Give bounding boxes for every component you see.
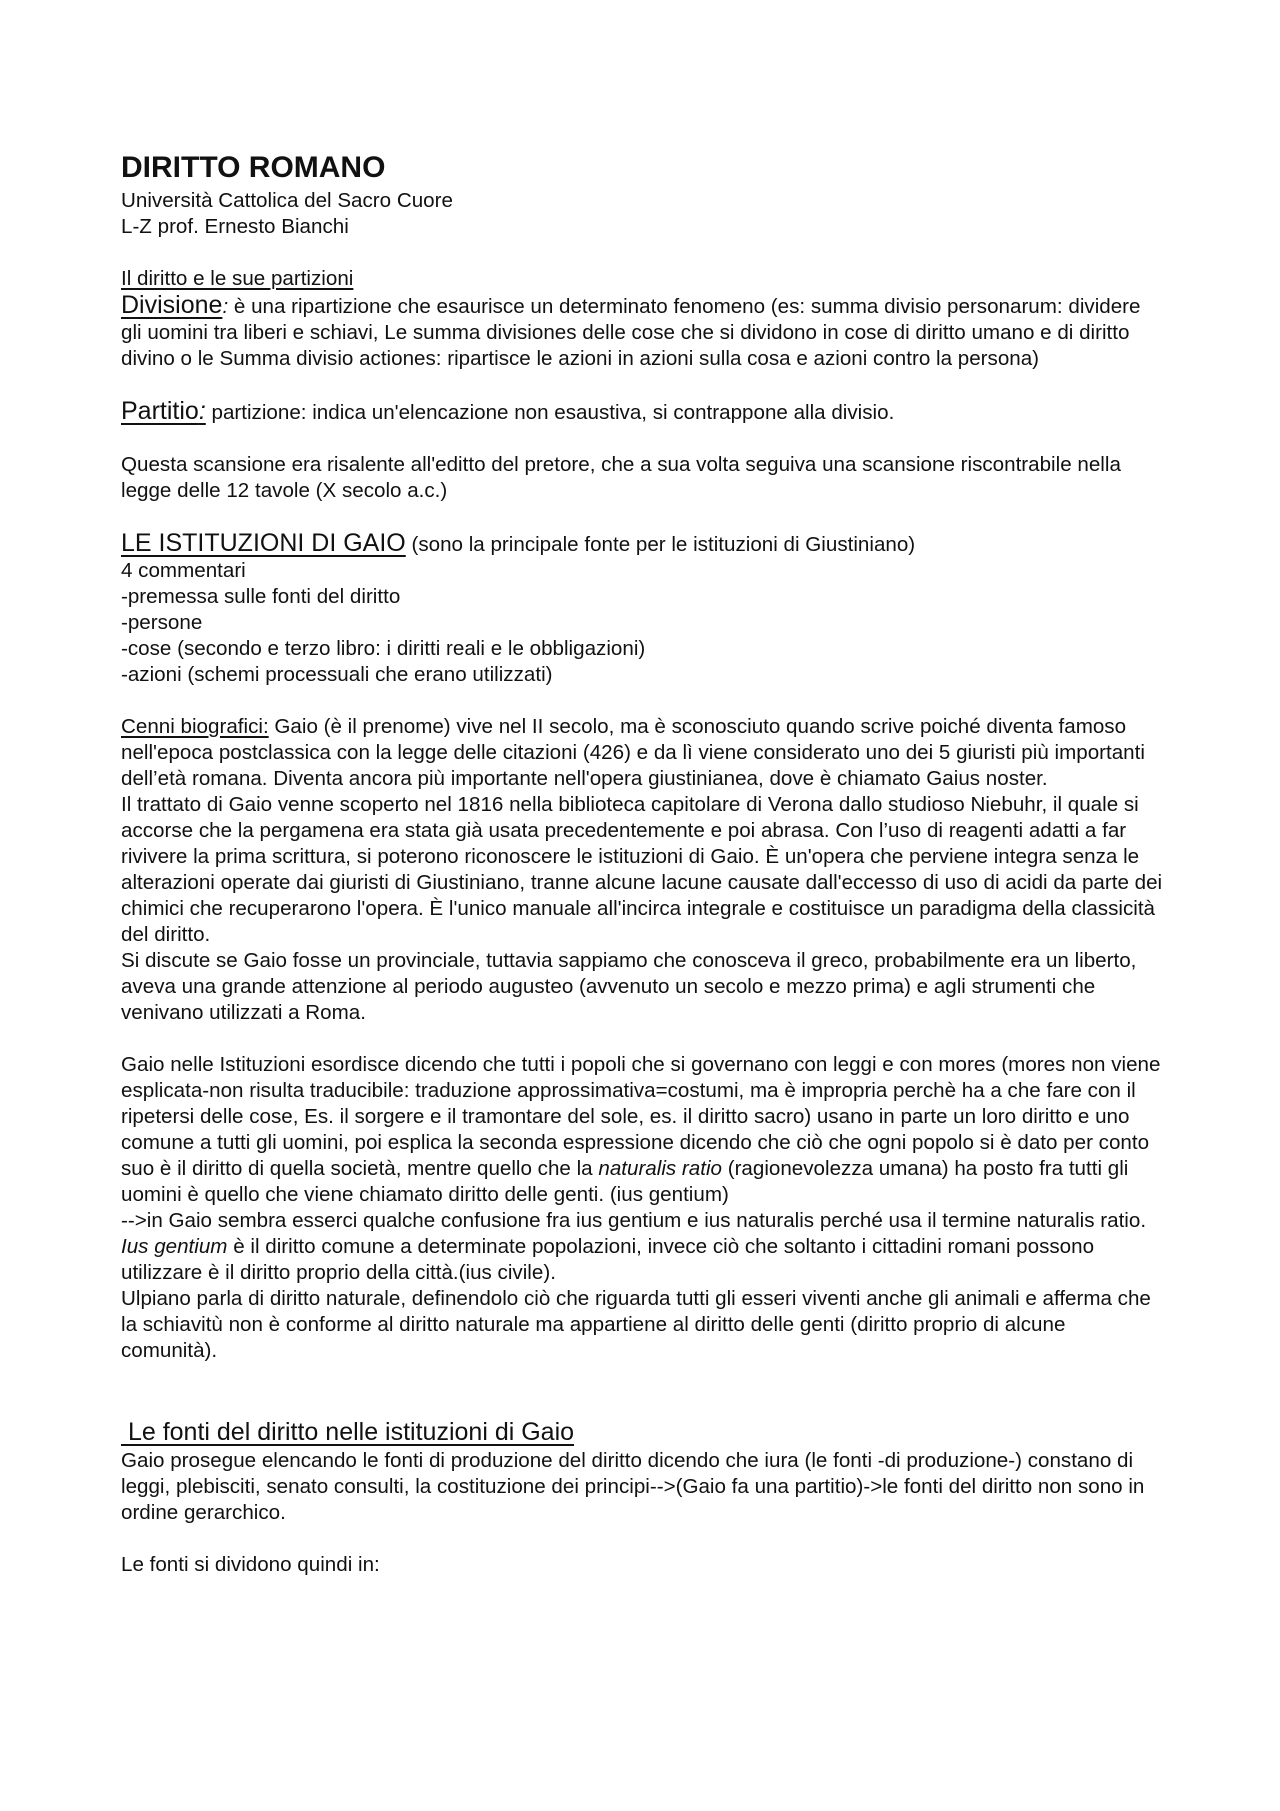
- esordio-text-1: Gaio nelle Istituzioni esordisce dicendo che tutti i popoli che si governano con leggi e con mores (mores non viene esplicata-non risulta traducibile: traduzione approssimativa=costumi, ma è impropria perchè ha a che fare con il ripetersi delle cose, Es. il sorgere e il tramontare del sole, es. il diritto sacro) usano in parte un loro diritto e uno comune a tutti gli uomini, poi esplica la seconda espressione dicendo che ciò che ogni popolo si è dato per conto suo è il diritto di quella società, mentre quello che la: [121, 1053, 1161, 1180]
- spacer: [121, 688, 1166, 714]
- paragraph-istituzioni-heading: [121, 530, 1166, 558]
- document-title: DIRITTO ROMANO: [121, 151, 386, 184]
- spacer: [121, 372, 1166, 398]
- spacer: [121, 1364, 1166, 1416]
- spacer: [121, 426, 1166, 452]
- paragraph-trattato: Il trattato di Gaio venne scoperto nel 1816 nella biblioteca capitolare di Verona dallo studioso Niebuhr, il quale si accorse che la pergamena era stata già usata precedentemente e poi abrasa. Con l’uso di reagenti adatti a far rivivere la prima scrittura, si poterono riconoscere le istituzioni di Gaio. È un'opera che perviene integra senza le alterazioni operate dai giuristi di Giustiniano, tranne alcune lacune causate dall'eccesso di uso di acidi da parte dei chimici che recuperarono l'opera. È l'unico manuale all'incirca integrale e costituisce un paradigma della classicità del diritto.: [121, 793, 1163, 946]
- paragraph-partitio: [121, 398, 1166, 426]
- ius-gentium-term: Ius gentium: [121, 1235, 228, 1258]
- paragraph-fonti: Gaio prosegue elencando le fonti di produzione del diritto dicendo che iura (le fonti -di produzione-) constano di leggi, plebisciti, senato consulti, la costituzione dei principi-->(Gaio fa una partitio)->le fonti del diritto non sono in ordine gerarchico.: [121, 1449, 1145, 1524]
- spacer: [121, 1026, 1166, 1052]
- paragraph-closing: Le fonti si dividono quindi in:: [121, 1553, 380, 1576]
- term-divisione-colon: :: [222, 295, 229, 318]
- paragraph-scansione: Questa scansione era risalente all'editto del pretore, che a sua volta seguiva una scansione riscontrabile nella legge delle 12 tavole (X secolo a.c.): [121, 453, 1121, 502]
- section-heading-partizioni: Il diritto e le sue partizioni: [121, 267, 354, 290]
- paragraph-provinciale: Si discute se Gaio fosse un provinciale, tuttavia sappiamo che conosceva il greco, probabilmente era un liberto, aveva una grande attenzione al periodo augusteo (avvenuto un secolo e mezzo prima) e agli strumenti che venivano utilizzati a Roma.: [121, 949, 1137, 1024]
- commentari-list: [121, 558, 1166, 688]
- divisione-text: è una ripartizione che esaurisce un determinato fenomeno (es: summa divisio personarum: dividere gli uomini tra liberi e schiavi, Le summa divisiones delle cose che si dividono in cose di diritto umano e di diritto divino o le Summa divisio actiones: ripartisce le azioni in azioni sulla cosa e azioni contro la persona): [121, 295, 1141, 370]
- paragraph-esordio: [121, 1052, 1166, 1208]
- list-item: 4 commentari: [121, 559, 246, 582]
- list-item: -azioni (schemi processuali che erano utilizzati): [121, 663, 553, 686]
- paragraph-divisione: [121, 292, 1166, 372]
- list-item: -premessa sulle fonti del diritto: [121, 585, 401, 608]
- spacer: [121, 504, 1166, 530]
- term-partitio-colon: :: [198, 397, 206, 425]
- course-info: L-Z prof. Ernesto Bianchi: [121, 215, 349, 238]
- list-item: -persone: [121, 611, 203, 634]
- term-divisione: Divisione: [121, 291, 223, 319]
- document-page: [121, 148, 1166, 1578]
- term-partitio: [121, 397, 206, 425]
- paragraph-cenni: [121, 714, 1166, 792]
- cenni-text: Gaio (è il prenome) vive nel II secolo, ma è sconosciuto quando scrive poiché diventa famoso nell'epoca postclassica con la legge delle citazioni (426) e da lì viene considerato uno dei 5 giuristi più importanti dell’età romana. Diventa ancora più importante nell'opera giustinianea, dove è chiamato Gaius noster.: [121, 715, 1145, 790]
- esordio-text-2: (ragionevolezza umana) ha posto fra tutti gli uomini è quello che viene chiamato diritto delle genti. (ius gentium): [121, 1157, 1129, 1206]
- university-name: Università Cattolica del Sacro Cuore: [121, 189, 453, 212]
- section-heading-istituzioni: LE ISTITUZIONI DI GAIO: [121, 529, 406, 557]
- spacer: [121, 240, 1166, 266]
- list-item: -cose (secondo e terzo libro: i diritti reali e le obbligazioni): [121, 637, 646, 660]
- paragraph-ulpiano: Ulpiano parla di diritto naturale, definendolo ciò che riguarda tutti gli esseri viventi anche gli animali e afferma che la schiavitù non è conforme al diritto naturale ma appartiene al diritto delle genti (diritto proprio di alcune comunità).: [121, 1287, 1151, 1362]
- partitio-text: partizione: indica un'elencazione non esaustiva, si contrappone alla divisio.: [205, 401, 895, 424]
- spacer: [121, 1526, 1166, 1552]
- term-partitio-word: Partitio: [121, 397, 199, 425]
- paragraph-ius-gentium: [121, 1234, 1166, 1286]
- section-heading-fonti: Le fonti del diritto nelle istituzioni di Gaio: [121, 1418, 575, 1446]
- paragraph-confusione: -->in Gaio sembra esserci qualche confusione fra ius gentium e ius naturalis perché usa il termine naturalis ratio.: [121, 1209, 1147, 1232]
- naturalis-ratio-term: naturalis ratio: [598, 1157, 722, 1180]
- ius-gentium-text: è il diritto comune a determinate popolazioni, invece ciò che soltanto i cittadini romani possono utilizzare è il diritto proprio della città.(ius civile).: [121, 1235, 1095, 1284]
- istituzioni-note: (sono la principale fonte per le istituzioni di Giustiniano): [405, 533, 916, 556]
- cenni-label: Cenni biografici:: [121, 715, 269, 738]
